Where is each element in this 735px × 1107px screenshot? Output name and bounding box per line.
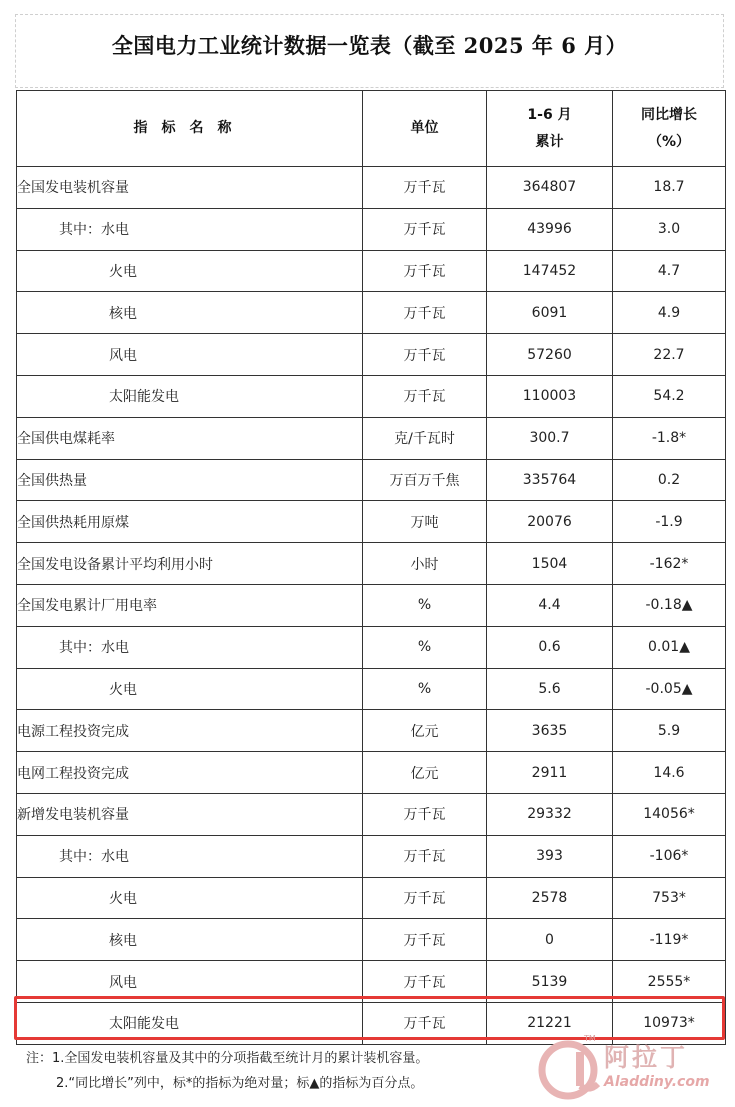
row-name: 全国发电设备累计平均利用小时 xyxy=(17,543,363,585)
table-row xyxy=(17,417,726,459)
footnote-1: 注：1.全国发电装机容量及其中的分项指截至统计月的累计装机容量。 xyxy=(26,1051,429,1066)
row-unit: % xyxy=(363,668,487,710)
table-row xyxy=(17,334,726,376)
row-name: 太阳能发电 xyxy=(17,1002,363,1044)
row-unit: 万千瓦 xyxy=(363,375,487,417)
row-name: 全国供电煤耗率 xyxy=(17,417,363,459)
row-name: 其中：水电 xyxy=(17,626,363,668)
row-yoy: 4.7 xyxy=(613,250,726,292)
row-yoy: -1.8* xyxy=(613,417,726,459)
header-yoy xyxy=(613,91,726,167)
row-unit: 万千瓦 xyxy=(363,793,487,835)
row-name: 风电 xyxy=(17,961,363,1003)
row-unit: 克/千瓦时 xyxy=(363,417,487,459)
row-unit: 万千瓦 xyxy=(363,877,487,919)
table-row xyxy=(17,668,726,710)
row-unit: 万千瓦 xyxy=(363,334,487,376)
table-row xyxy=(17,167,726,209)
row-unit: 万千瓦 xyxy=(363,1002,487,1044)
row-value: 1504 xyxy=(487,543,613,585)
row-name: 太阳能发电 xyxy=(17,375,363,417)
row-name: 电源工程投资完成 xyxy=(17,710,363,752)
row-unit: 小时 xyxy=(363,543,487,585)
row-value: 3635 xyxy=(487,710,613,752)
row-value: 20076 xyxy=(487,501,613,543)
row-value: 393 xyxy=(487,835,613,877)
stats-table xyxy=(16,90,726,1045)
row-name: 火电 xyxy=(17,877,363,919)
row-unit: 万千瓦 xyxy=(363,961,487,1003)
row-value: 2911 xyxy=(487,752,613,794)
row-value: 2578 xyxy=(487,877,613,919)
row-unit: 万千瓦 xyxy=(363,208,487,250)
row-yoy: -162* xyxy=(613,543,726,585)
table-row xyxy=(17,793,726,835)
row-value: 300.7 xyxy=(487,417,613,459)
row-name: 全国供热量 xyxy=(17,459,363,501)
header-unit: 单位 xyxy=(363,91,487,167)
row-yoy: 14056* xyxy=(613,793,726,835)
row-name: 核电 xyxy=(17,919,363,961)
row-yoy: 10973* xyxy=(613,1002,726,1044)
row-unit: 万千瓦 xyxy=(363,835,487,877)
header-cumulative-line2: 累计 xyxy=(535,133,564,150)
page-title: 全国电力工业统计数据一览表（截至 2025 年 6 月） xyxy=(111,33,628,58)
watermark-tm: TM xyxy=(584,1034,596,1043)
row-yoy: 2555* xyxy=(613,961,726,1003)
row-yoy: 5.9 xyxy=(613,710,726,752)
row-name: 全国发电装机容量 xyxy=(17,167,363,209)
row-name: 其中：水电 xyxy=(17,835,363,877)
row-unit: 万千瓦 xyxy=(363,167,487,209)
row-unit: 亿元 xyxy=(363,710,487,752)
header-cumulative xyxy=(487,91,613,167)
footnotes xyxy=(26,1046,428,1096)
row-unit: 万吨 xyxy=(363,501,487,543)
row-yoy: 18.7 xyxy=(613,167,726,209)
row-value: 110003 xyxy=(487,375,613,417)
row-yoy: 22.7 xyxy=(613,334,726,376)
watermark-brand: 阿拉丁 xyxy=(604,1043,689,1072)
row-name: 核电 xyxy=(17,292,363,334)
row-unit: 万千瓦 xyxy=(363,250,487,292)
row-value: 335764 xyxy=(487,459,613,501)
table-row xyxy=(17,710,726,752)
row-yoy: 4.9 xyxy=(613,292,726,334)
row-value: 5139 xyxy=(487,961,613,1003)
row-yoy: -1.9 xyxy=(613,501,726,543)
table-header-row xyxy=(17,91,726,167)
table-row xyxy=(17,501,726,543)
row-name: 其中：水电 xyxy=(17,208,363,250)
row-yoy: 753* xyxy=(613,877,726,919)
row-yoy: 0.2 xyxy=(613,459,726,501)
table-row xyxy=(17,919,726,961)
row-value: 0 xyxy=(487,919,613,961)
row-value: 43996 xyxy=(487,208,613,250)
header-yoy-line2: （%） xyxy=(647,133,691,150)
row-unit: % xyxy=(363,626,487,668)
header-yoy-line1: 同比增长 xyxy=(641,106,697,123)
table-row xyxy=(17,543,726,585)
row-value: 0.6 xyxy=(487,626,613,668)
row-value: 6091 xyxy=(487,292,613,334)
row-yoy: 3.0 xyxy=(613,208,726,250)
table-row xyxy=(17,835,726,877)
table-row xyxy=(17,459,726,501)
row-name: 全国供热耗用原煤 xyxy=(17,501,363,543)
table-row xyxy=(17,208,726,250)
row-name: 火电 xyxy=(17,250,363,292)
row-value: 4.4 xyxy=(487,584,613,626)
row-value: 21221 xyxy=(487,1002,613,1044)
row-yoy: -0.05▲ xyxy=(613,668,726,710)
table-row xyxy=(17,584,726,626)
row-yoy: -106* xyxy=(613,835,726,877)
table-row xyxy=(17,626,726,668)
row-yoy: -0.18▲ xyxy=(613,584,726,626)
table-row xyxy=(17,961,726,1003)
row-unit: 亿元 xyxy=(363,752,487,794)
header-indicator-name: 指标名称 xyxy=(17,91,363,167)
row-yoy: 0.01▲ xyxy=(613,626,726,668)
row-name: 火电 xyxy=(17,668,363,710)
table-row xyxy=(17,877,726,919)
row-yoy: -119* xyxy=(613,919,726,961)
row-yoy: 54.2 xyxy=(613,375,726,417)
table-row xyxy=(17,250,726,292)
row-unit: 万千瓦 xyxy=(363,292,487,334)
table-row xyxy=(17,752,726,794)
table-row xyxy=(17,375,726,417)
row-unit: % xyxy=(363,584,487,626)
row-value: 57260 xyxy=(487,334,613,376)
row-name: 新增发电装机容量 xyxy=(17,793,363,835)
row-value: 29332 xyxy=(487,793,613,835)
table-row xyxy=(17,292,726,334)
row-unit: 万千瓦 xyxy=(363,919,487,961)
watermark-url: Aladdiny.com xyxy=(604,1074,710,1090)
row-yoy: 14.6 xyxy=(613,752,726,794)
row-name: 风电 xyxy=(17,334,363,376)
row-name: 全国发电累计厂用电率 xyxy=(17,584,363,626)
row-value: 5.6 xyxy=(487,668,613,710)
row-unit: 万百万千焦 xyxy=(363,459,487,501)
row-value: 147452 xyxy=(487,250,613,292)
row-name: 电网工程投资完成 xyxy=(17,752,363,794)
row-value: 364807 xyxy=(487,167,613,209)
footnote-2: 2.“同比增长”列中，标*的指标为绝对量；标▲的指标为百分点。 xyxy=(56,1076,424,1091)
header-cumulative-line1: 1-6 月 xyxy=(527,106,572,123)
